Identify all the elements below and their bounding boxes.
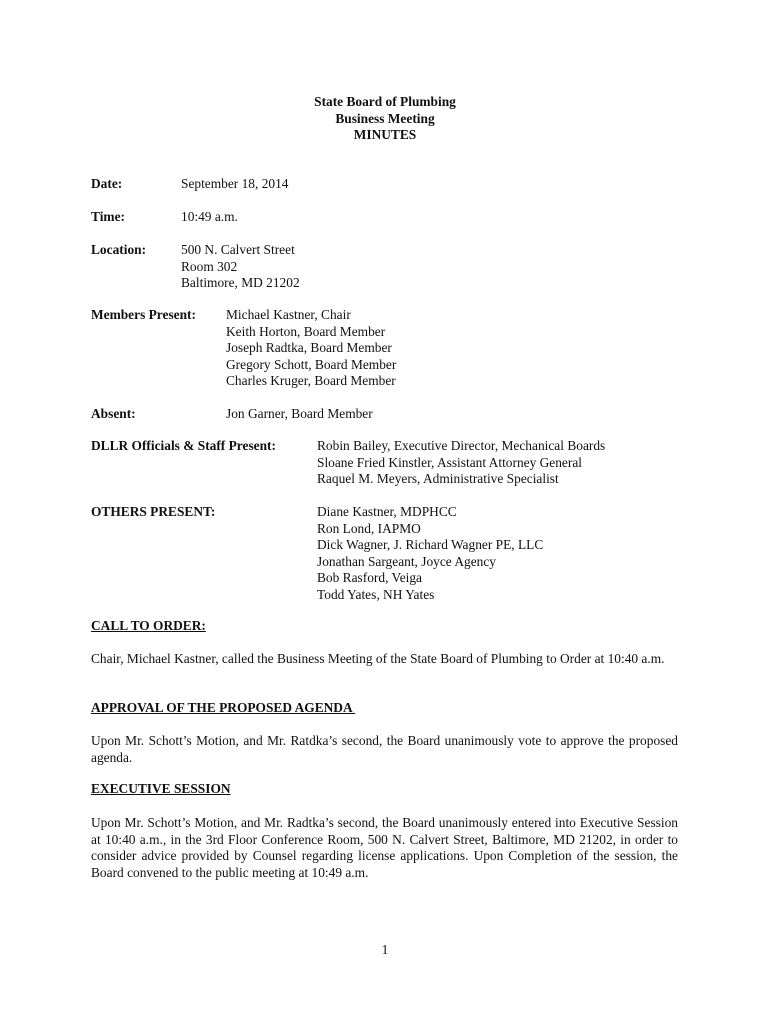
other-name: Dick Wagner, J. Richard Wagner PE, LLC — [317, 537, 544, 552]
document-title: MINUTES — [353, 127, 417, 142]
location-line: 500 N. Calvert Street — [181, 242, 295, 257]
approval-agenda-text: Upon Mr. Schott’s Motion, and Mr. Ratdka’s second, the Board unanimously vote to approve the proposed agenda. — [91, 733, 678, 765]
staff-name: Raquel M. Meyers, Administrative Specialist — [317, 471, 559, 486]
location-line: Room 302 — [181, 258, 238, 274]
staff-name: Robin Bailey, Executive Director, Mechanical Boards — [317, 438, 606, 453]
absent-list — [226, 406, 373, 423]
time-value — [181, 209, 238, 226]
meeting-type: Business Meeting — [335, 110, 435, 126]
other-name: Diane Kastner, MDPHCC — [317, 504, 457, 519]
page-number: 1 — [381, 942, 389, 957]
document-header — [0, 94, 770, 144]
member-name: Charles Kruger, Board Member — [226, 373, 396, 388]
absent-name: Jon Garner, Board Member — [226, 406, 373, 421]
location-label: Location: — [91, 242, 147, 257]
date-text: September 18, 2014 — [181, 176, 289, 191]
call-to-order-text: Chair, Michael Kastner, called the Business Meeting of the State Board of Plumbing to Order at 10:40 a.m. — [91, 651, 665, 666]
other-name: Todd Yates, NH Yates — [317, 586, 435, 602]
executive-session-heading: EXECUTIVE SESSION — [91, 781, 231, 796]
location-value — [181, 242, 300, 292]
time-label: Time: — [91, 209, 125, 224]
executive-session-text: Upon Mr. Schott’s Motion, and Mr. Radtka’s second, the Board unanimously entered into Executive Session at 10:40 a.m., in the 3rd Floor Conference Room, 500 N. Calvert Street, Baltimore, MD 21202, in order to consider advice provided by Counsel regarding license applications. Upon Completion of the session, the Board convened to the public meeting at 10:49 a.m. — [91, 815, 678, 880]
member-name: Gregory Schott, Board Member — [226, 356, 397, 372]
absent-label: Absent: — [91, 406, 136, 421]
members-present-list — [226, 307, 396, 390]
time-text: 10:49 a.m. — [181, 209, 238, 224]
call-to-order-heading: CALL TO ORDER: — [91, 618, 206, 633]
location-line: Baltimore, MD 21202 — [181, 275, 300, 290]
member-name: Keith Horton, Board Member — [226, 323, 386, 339]
board-name: State Board of Plumbing — [314, 94, 456, 109]
other-name: Ron Lond, IAPMO — [317, 520, 421, 536]
members-present-label: Members Present: — [91, 307, 196, 322]
others-present-label: OTHERS PRESENT: — [91, 504, 216, 519]
staff-present-list — [317, 438, 605, 488]
other-name: Jonathan Sargeant, Joyce Agency — [317, 553, 496, 569]
date-label: Date: — [91, 176, 123, 191]
member-name: Joseph Radtka, Board Member — [226, 340, 392, 355]
other-name: Bob Rasford, Veiga — [317, 570, 423, 585]
staff-name: Sloane Fried Kinstler, Assistant Attorney General — [317, 454, 582, 470]
date-value — [181, 176, 288, 193]
member-name: Michael Kastner, Chair — [226, 307, 351, 322]
others-present-list — [317, 504, 543, 603]
approval-agenda-heading: APPROVAL OF THE PROPOSED AGENDA — [91, 700, 356, 715]
staff-present-label: DLLR Officials & Staff Present: — [91, 438, 276, 453]
